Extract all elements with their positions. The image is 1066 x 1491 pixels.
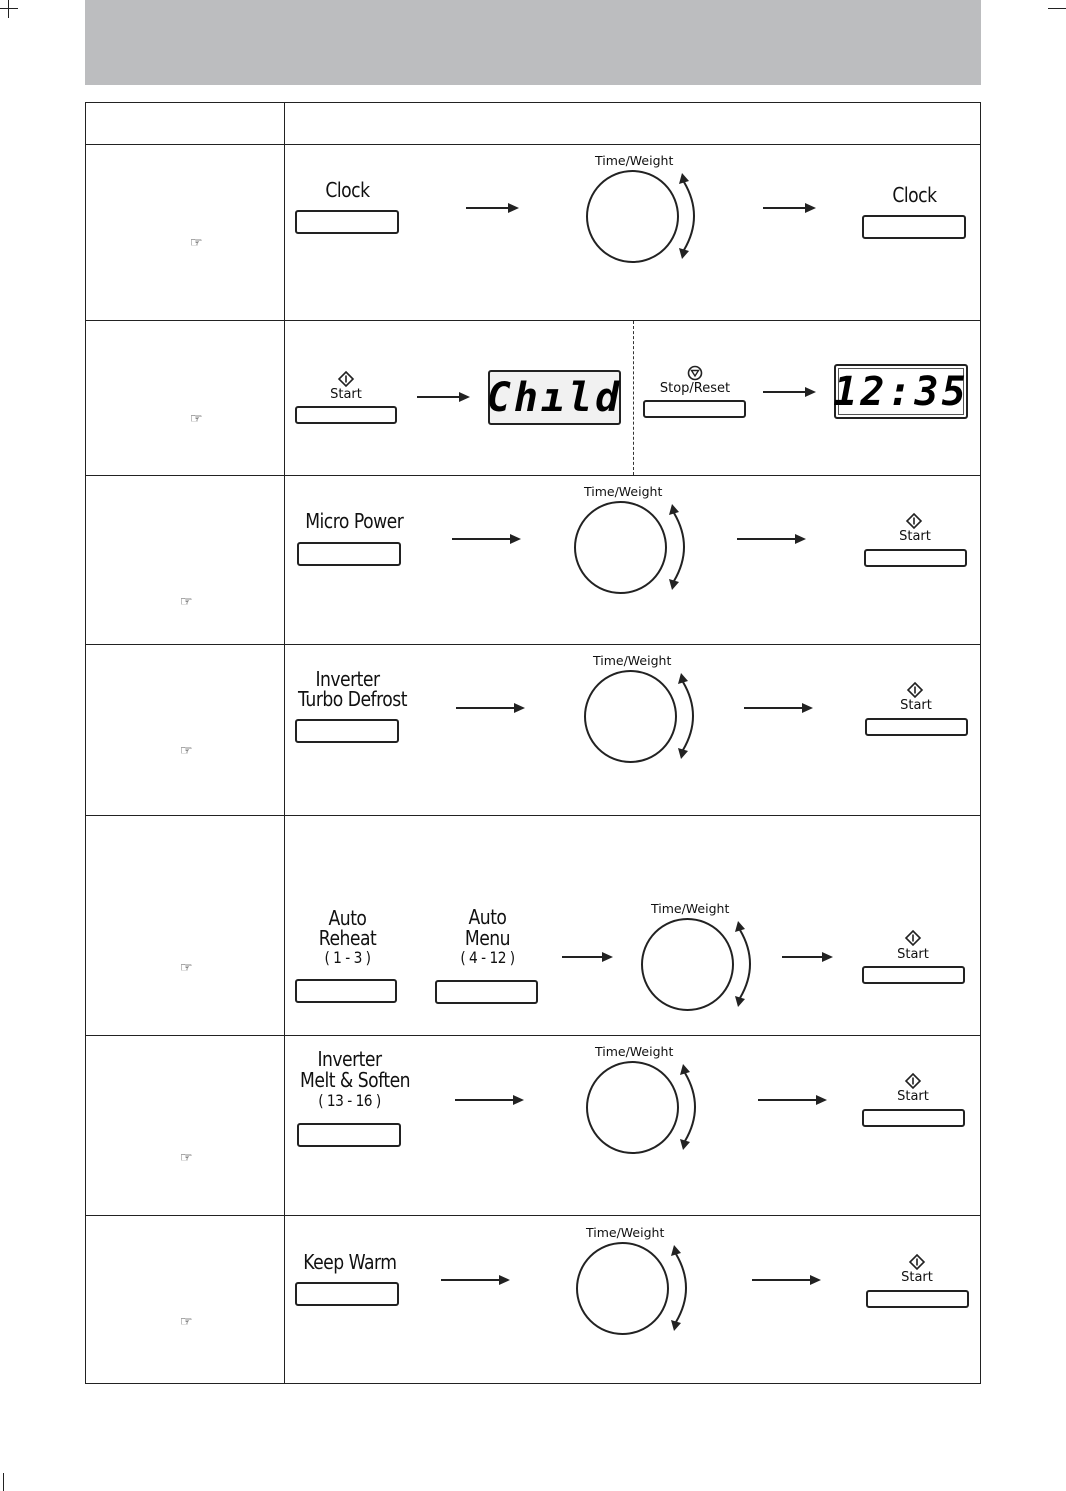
dial-label: Time/Weight [584, 484, 663, 499]
dial-label: Time/Weight [593, 653, 672, 668]
melt-soften-range-label: ( 13 - 16 ) [318, 1091, 381, 1110]
time-weight-dial[interactable] [584, 670, 677, 763]
arrow-right-icon [441, 1274, 511, 1286]
arrow-right-icon [737, 533, 807, 545]
rotate-arrows-icon [669, 670, 709, 763]
arrow-right-icon [744, 702, 814, 714]
start-button-label: Start [897, 1089, 929, 1104]
start-button-label: Start [901, 1270, 933, 1285]
row-divider [86, 320, 980, 321]
start-button[interactable] [866, 1290, 969, 1308]
micro-power-button[interactable] [297, 542, 401, 566]
arrow-right-icon [417, 391, 471, 403]
dial-label: Time/Weight [595, 1044, 674, 1059]
auto-label: Auto [468, 905, 507, 929]
row-divider [86, 644, 980, 645]
row-divider [86, 815, 980, 816]
pointing-hand-icon: ☞ [180, 959, 193, 975]
rotate-arrows-icon [671, 1061, 711, 1154]
time-weight-dial[interactable] [641, 918, 734, 1011]
crop-mark-bottom-left-v [3, 1473, 4, 1491]
row-divider [86, 475, 980, 476]
arrow-right-icon [763, 202, 817, 214]
clock-button-label: Clock [325, 178, 370, 202]
column-divider [284, 103, 285, 1383]
child-lock-display: Chıld [488, 370, 621, 425]
turbo-defrost-button[interactable] [295, 719, 399, 743]
keep-warm-button-label: Keep Warm [303, 1250, 397, 1274]
start-icon [905, 930, 921, 946]
start-button[interactable] [864, 549, 967, 567]
rotate-arrows-icon [662, 1242, 702, 1335]
pointing-hand-icon: ☞ [190, 410, 203, 426]
stop-reset-icon [687, 365, 703, 381]
start-button-label: Start [900, 698, 932, 713]
start-icon [338, 371, 354, 387]
dashed-separator [633, 321, 634, 475]
arrow-right-icon [763, 386, 817, 398]
clock-button[interactable] [295, 210, 399, 234]
clock-display: 12:35 [834, 364, 968, 419]
clock-button-label: Clock [892, 183, 937, 207]
pointing-hand-icon: ☞ [180, 593, 193, 609]
pointing-hand-icon: ☞ [180, 1313, 193, 1329]
time-weight-dial[interactable] [574, 501, 667, 594]
arrow-right-icon [562, 951, 614, 963]
turbo-defrost-label: Turbo Defrost [298, 687, 407, 711]
dial-label: Time/Weight [595, 153, 674, 168]
menu-label: Menu [464, 926, 511, 950]
arrow-right-icon [782, 951, 834, 963]
pointing-hand-icon: ☞ [190, 234, 203, 250]
auto-menu-button[interactable] [435, 980, 538, 1004]
start-icon [905, 1073, 921, 1089]
arrow-right-icon [752, 1274, 822, 1286]
start-button[interactable] [862, 1109, 965, 1127]
instruction-table [85, 102, 981, 1384]
stop-reset-button-label: Stop/Reset [659, 381, 731, 396]
time-weight-dial[interactable] [576, 1242, 669, 1335]
row-divider [86, 1215, 980, 1216]
pointing-hand-icon: ☞ [180, 1149, 193, 1165]
clock-button[interactable] [862, 215, 966, 239]
start-button-label: Start [897, 947, 929, 962]
rotate-arrows-icon [726, 918, 766, 1011]
start-button[interactable] [862, 966, 965, 984]
header-band [85, 0, 981, 85]
start-icon [906, 513, 922, 529]
inverter-label: Inverter [317, 1047, 382, 1071]
start-icon [907, 682, 923, 698]
start-icon [909, 1254, 925, 1270]
start-button-label: Start [899, 529, 931, 544]
micro-power-button-label: Micro Power [305, 509, 404, 533]
arrow-right-icon [452, 533, 522, 545]
stop-reset-button[interactable] [643, 400, 746, 418]
time-weight-dial[interactable] [586, 170, 679, 263]
melt-soften-button[interactable] [297, 1123, 401, 1147]
auto-reheat-button[interactable] [295, 979, 397, 1003]
arrow-right-icon [466, 202, 520, 214]
rotate-arrows-icon [670, 170, 710, 263]
pointing-hand-icon: ☞ [180, 742, 193, 758]
keep-warm-button[interactable] [295, 1282, 399, 1306]
menu-range-label: ( 4 - 12 ) [460, 948, 515, 967]
reheat-label: Reheat [318, 926, 377, 950]
arrow-right-icon [758, 1094, 828, 1106]
start-button-label: Start [330, 387, 362, 402]
dial-label: Time/Weight [651, 901, 730, 916]
start-button[interactable] [865, 718, 968, 736]
rotate-arrows-icon [660, 501, 700, 594]
row-divider [86, 144, 980, 145]
time-weight-dial[interactable] [586, 1061, 679, 1154]
arrow-right-icon [456, 702, 526, 714]
auto-label: Auto [328, 906, 367, 930]
crop-mark-top-left-v [8, 0, 9, 18]
reheat-range-label: ( 1 - 3 ) [324, 948, 371, 967]
melt-soften-label: Melt & Soften [300, 1068, 411, 1092]
crop-mark-top-right-h [1048, 8, 1066, 9]
dial-label: Time/Weight [586, 1225, 665, 1240]
inverter-label: Inverter [315, 667, 380, 691]
arrow-right-icon [455, 1094, 525, 1106]
start-button[interactable] [295, 406, 397, 424]
row-divider [86, 1035, 980, 1036]
